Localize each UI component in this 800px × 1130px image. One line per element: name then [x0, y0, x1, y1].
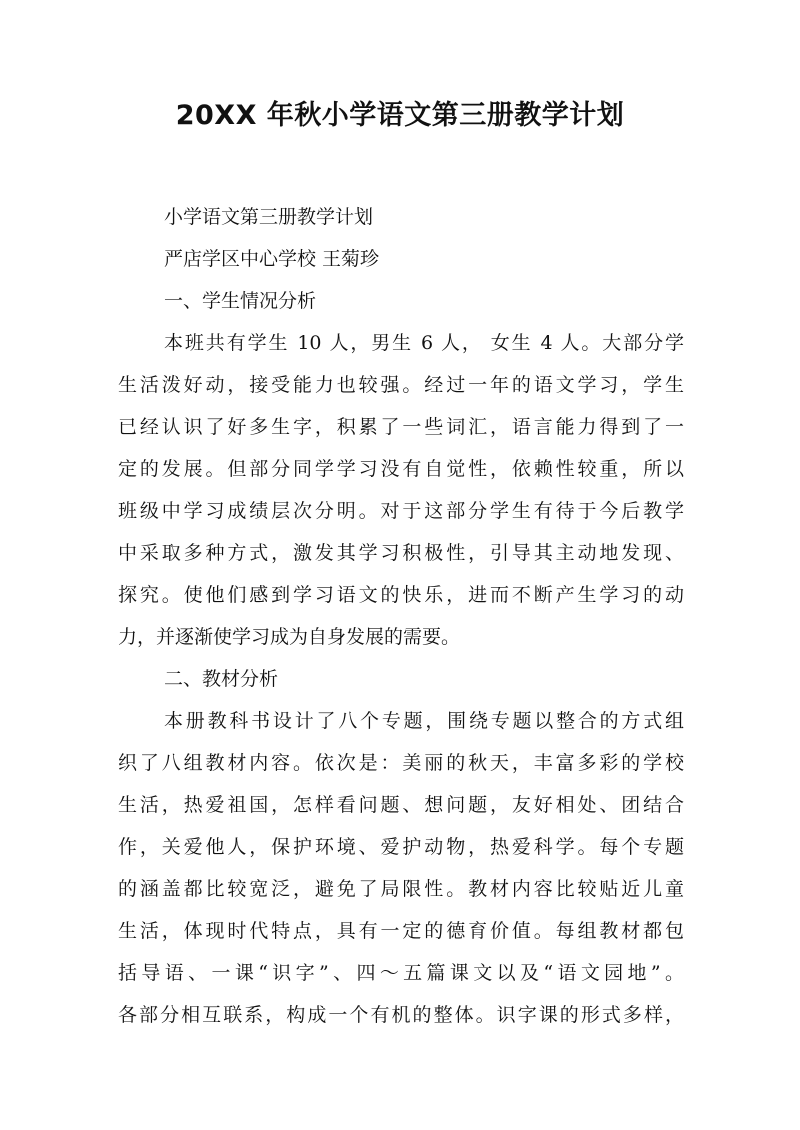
- document-body: [118, 196, 684, 1036]
- paragraph-line: 生活，体现时代特点，具有一定的德育价值。每组教材都包: [118, 920, 684, 942]
- paragraph-line: 探究。使他们感到学习语文的快乐，进而不断产生学习的动: [118, 584, 684, 606]
- paragraph-line: 班级中学习成绩层次分明。对于这部分学生有待于今后教学: [118, 500, 684, 522]
- subtitle-line: 小学语文第三册教学计划: [164, 206, 374, 228]
- document-title: 20XX 年秋小学语文第三册教学计划: [175, 100, 625, 131]
- paragraph-line: 织了八组教材内容。依次是：美丽的秋天，丰富多彩的学校: [118, 752, 684, 774]
- paragraph-line: 本班共有学生 10 人，男生 6 人， 女生 4 人。大部分学: [164, 332, 684, 354]
- paragraph-line: 力，并逐渐使学习成为自身发展的需要。: [118, 626, 461, 648]
- paragraph-line: 的涵盖都比较宽泛，避免了局限性。教材内容比较贴近儿童: [118, 878, 684, 900]
- paragraph-line: 括导语、一课“识字”、四～五篇课文以及“语文园地”。: [118, 962, 684, 984]
- paragraph-line: 已经认识了好多生字，积累了一些词汇，语言能力得到了一: [118, 416, 684, 438]
- author-line: 严店学区中心学校 王菊珍: [164, 248, 380, 270]
- section-heading-2: 二、教材分析: [164, 668, 279, 690]
- paragraph-line: 各部分相互联系，构成一个有机的整体。识字课的形式多样，: [118, 1004, 684, 1026]
- paragraph-line: 定的发展。但部分同学学习没有自觉性，依赖性较重，所以: [118, 458, 684, 480]
- paragraph-line: 生活泼好动，接受能力也较强。经过一年的语文学习，学生: [118, 374, 684, 396]
- paragraph-line: 中采取多种方式，激发其学习积极性，引导其主动地发现、: [118, 542, 684, 564]
- section-heading-1: 一、学生情况分析: [164, 290, 317, 312]
- paragraph-line: 作，关爱他人，保护环境、爱护动物，热爱科学。每个专题: [118, 836, 684, 858]
- paragraph-line: 本册教科书设计了八个专题，围绕专题以整合的方式组: [164, 710, 684, 732]
- paragraph-line: 生活，热爱祖国，怎样看问题、想问题，友好相处、团结合: [118, 794, 684, 816]
